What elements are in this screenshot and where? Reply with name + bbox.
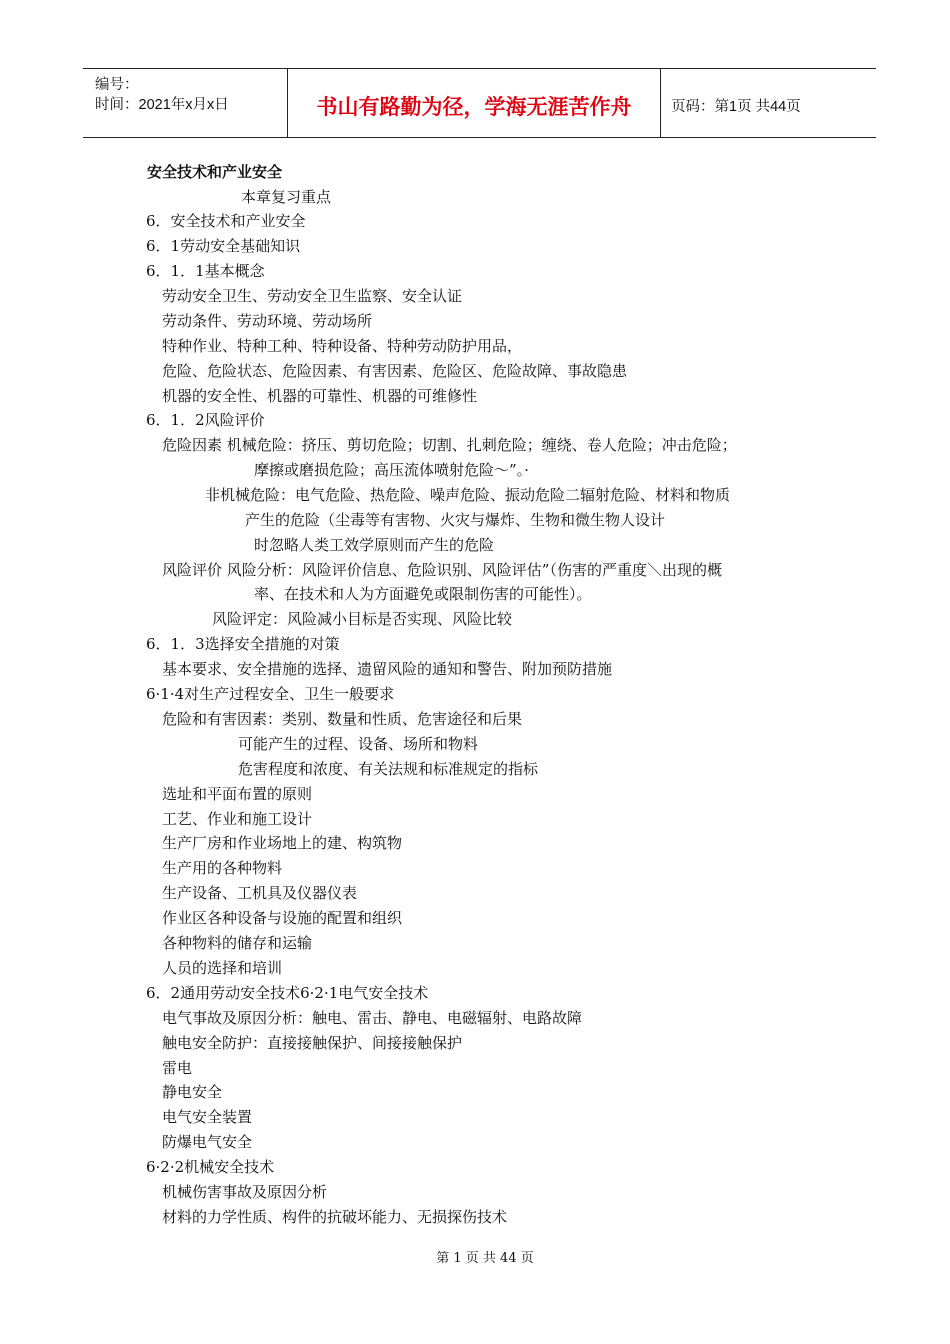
header-page-cell [661, 69, 876, 137]
text-line: 6·2·2机械安全技术 [146, 1158, 275, 1176]
text-line: 机器的安全性、机器的可靠性、机器的可维修性 [162, 387, 478, 405]
text-line: 生产用的各种物料 [162, 859, 283, 877]
text-line: 6．1劳动安全基础知识 [146, 237, 301, 255]
text-line: 劳动安全卫生、劳动安全卫生监察、安全认证 [162, 287, 463, 305]
text-line: 防爆电气安全 [162, 1133, 253, 1151]
text-line: 6·1·4对生产过程安全、卫生一般要求 [146, 685, 395, 703]
text-line: 机械伤害事故及原因分析 [162, 1183, 328, 1201]
text-line: 危险因素 机械危险：挤压、剪切危险；切割、扎刺危险；缠绕、卷人危险；冲击危险； [162, 436, 737, 454]
text-line: 电气事故及原因分析：触电、雷击、静电、电磁辐射、电路故障 [162, 1009, 583, 1027]
text-line: 静电安全 [162, 1083, 223, 1101]
text-line: 选址和平面布置的原则 [162, 785, 313, 803]
text-line: 危险和有害因素：类别、数量和性质、危害途径和后果 [162, 710, 523, 728]
text-line: 6．1．1基本概念 [146, 262, 265, 280]
text-line: 触电安全防护：直接接触保护、间接接触保护 [162, 1034, 463, 1052]
text-line: 6．1．2风险评价 [146, 411, 265, 429]
text-line: 各种物料的储存和运输 [162, 934, 313, 952]
text-line: 危险、危险状态、危险因素、有害因素、危险区、危险故障、事故隐患 [162, 362, 628, 380]
text-line: 6．2通用劳动安全技术6·2·1电气安全技术 [146, 984, 429, 1002]
header-motto-cell [288, 69, 661, 137]
text-line: 基本要求、安全措施的选择、遗留风险的通知和警告、附加预防措施 [162, 660, 613, 678]
text-line: 时忽略人类工效学原则而产生的危险 [254, 536, 495, 554]
header-meta [83, 69, 288, 137]
text-line: 危害程度和浓度、有关法规和标准规定的指标 [238, 760, 539, 778]
text-line: 产生的危险（尘毒等有害物、火灾与爆炸、生物和微生物人设计 [245, 511, 666, 529]
text-line: 材料的力学性质、构件的抗破坏能力、无损探伤技术 [162, 1208, 508, 1226]
text-line: 摩擦或磨损危险；高压流体喷射危险～”。· [254, 461, 529, 479]
text-line: 雷电 [162, 1059, 193, 1077]
text-line: 6．安全技术和产业安全 [146, 212, 306, 230]
page-footer: 第 1 页 共 44 页 [436, 1251, 534, 1266]
text-line: 生产厂房和作业场地上的建、构筑物 [162, 834, 403, 852]
text-line: 电气安全装置 [162, 1108, 253, 1126]
page-info: 页码：第1页 共44页 [671, 99, 801, 115]
text-line: 人员的选择和培训 [162, 959, 283, 977]
text-line: 安全技术和产业安全 [147, 163, 283, 181]
text-line: 劳动条件、劳动环境、劳动场所 [162, 312, 373, 330]
text-line: 率、在技术和人为方面避免或限制伤害的可能性）。 [254, 585, 592, 603]
text-line: 风险评价 风险分析：风险评价信息、危险识别、风险评估”（伤害的严重度＼出现的概 [162, 561, 722, 579]
text-line: 生产设备、工机具及仪器仪表 [162, 884, 358, 902]
motto: 书山有路勤为径，学海无涯苦作舟 [316, 95, 632, 119]
text-line: 可能产生的过程、设备、场所和物料 [238, 735, 479, 753]
text-line: 本章复习重点 [241, 188, 332, 206]
page-header [83, 68, 876, 138]
text-line: 非机械危险：电气危险、热危险、噪声危险、振动危险二辐射危险、材料和物质 [205, 486, 731, 504]
text-line: 作业区各种设备与设施的配置和组织 [162, 909, 403, 927]
text-line: 风险评定：风险减小目标是否实现、风险比较 [212, 610, 513, 628]
time-label: 时间：2021年x月x日 [95, 97, 229, 113]
text-line: 特种作业、特种工种、特种设备、特种劳动防护用品， [162, 337, 523, 355]
number-label: 编号： [95, 77, 139, 93]
text-line: 6．1．3选择安全措施的对策 [146, 635, 340, 653]
text-line: 工艺、作业和施工设计 [162, 810, 313, 828]
